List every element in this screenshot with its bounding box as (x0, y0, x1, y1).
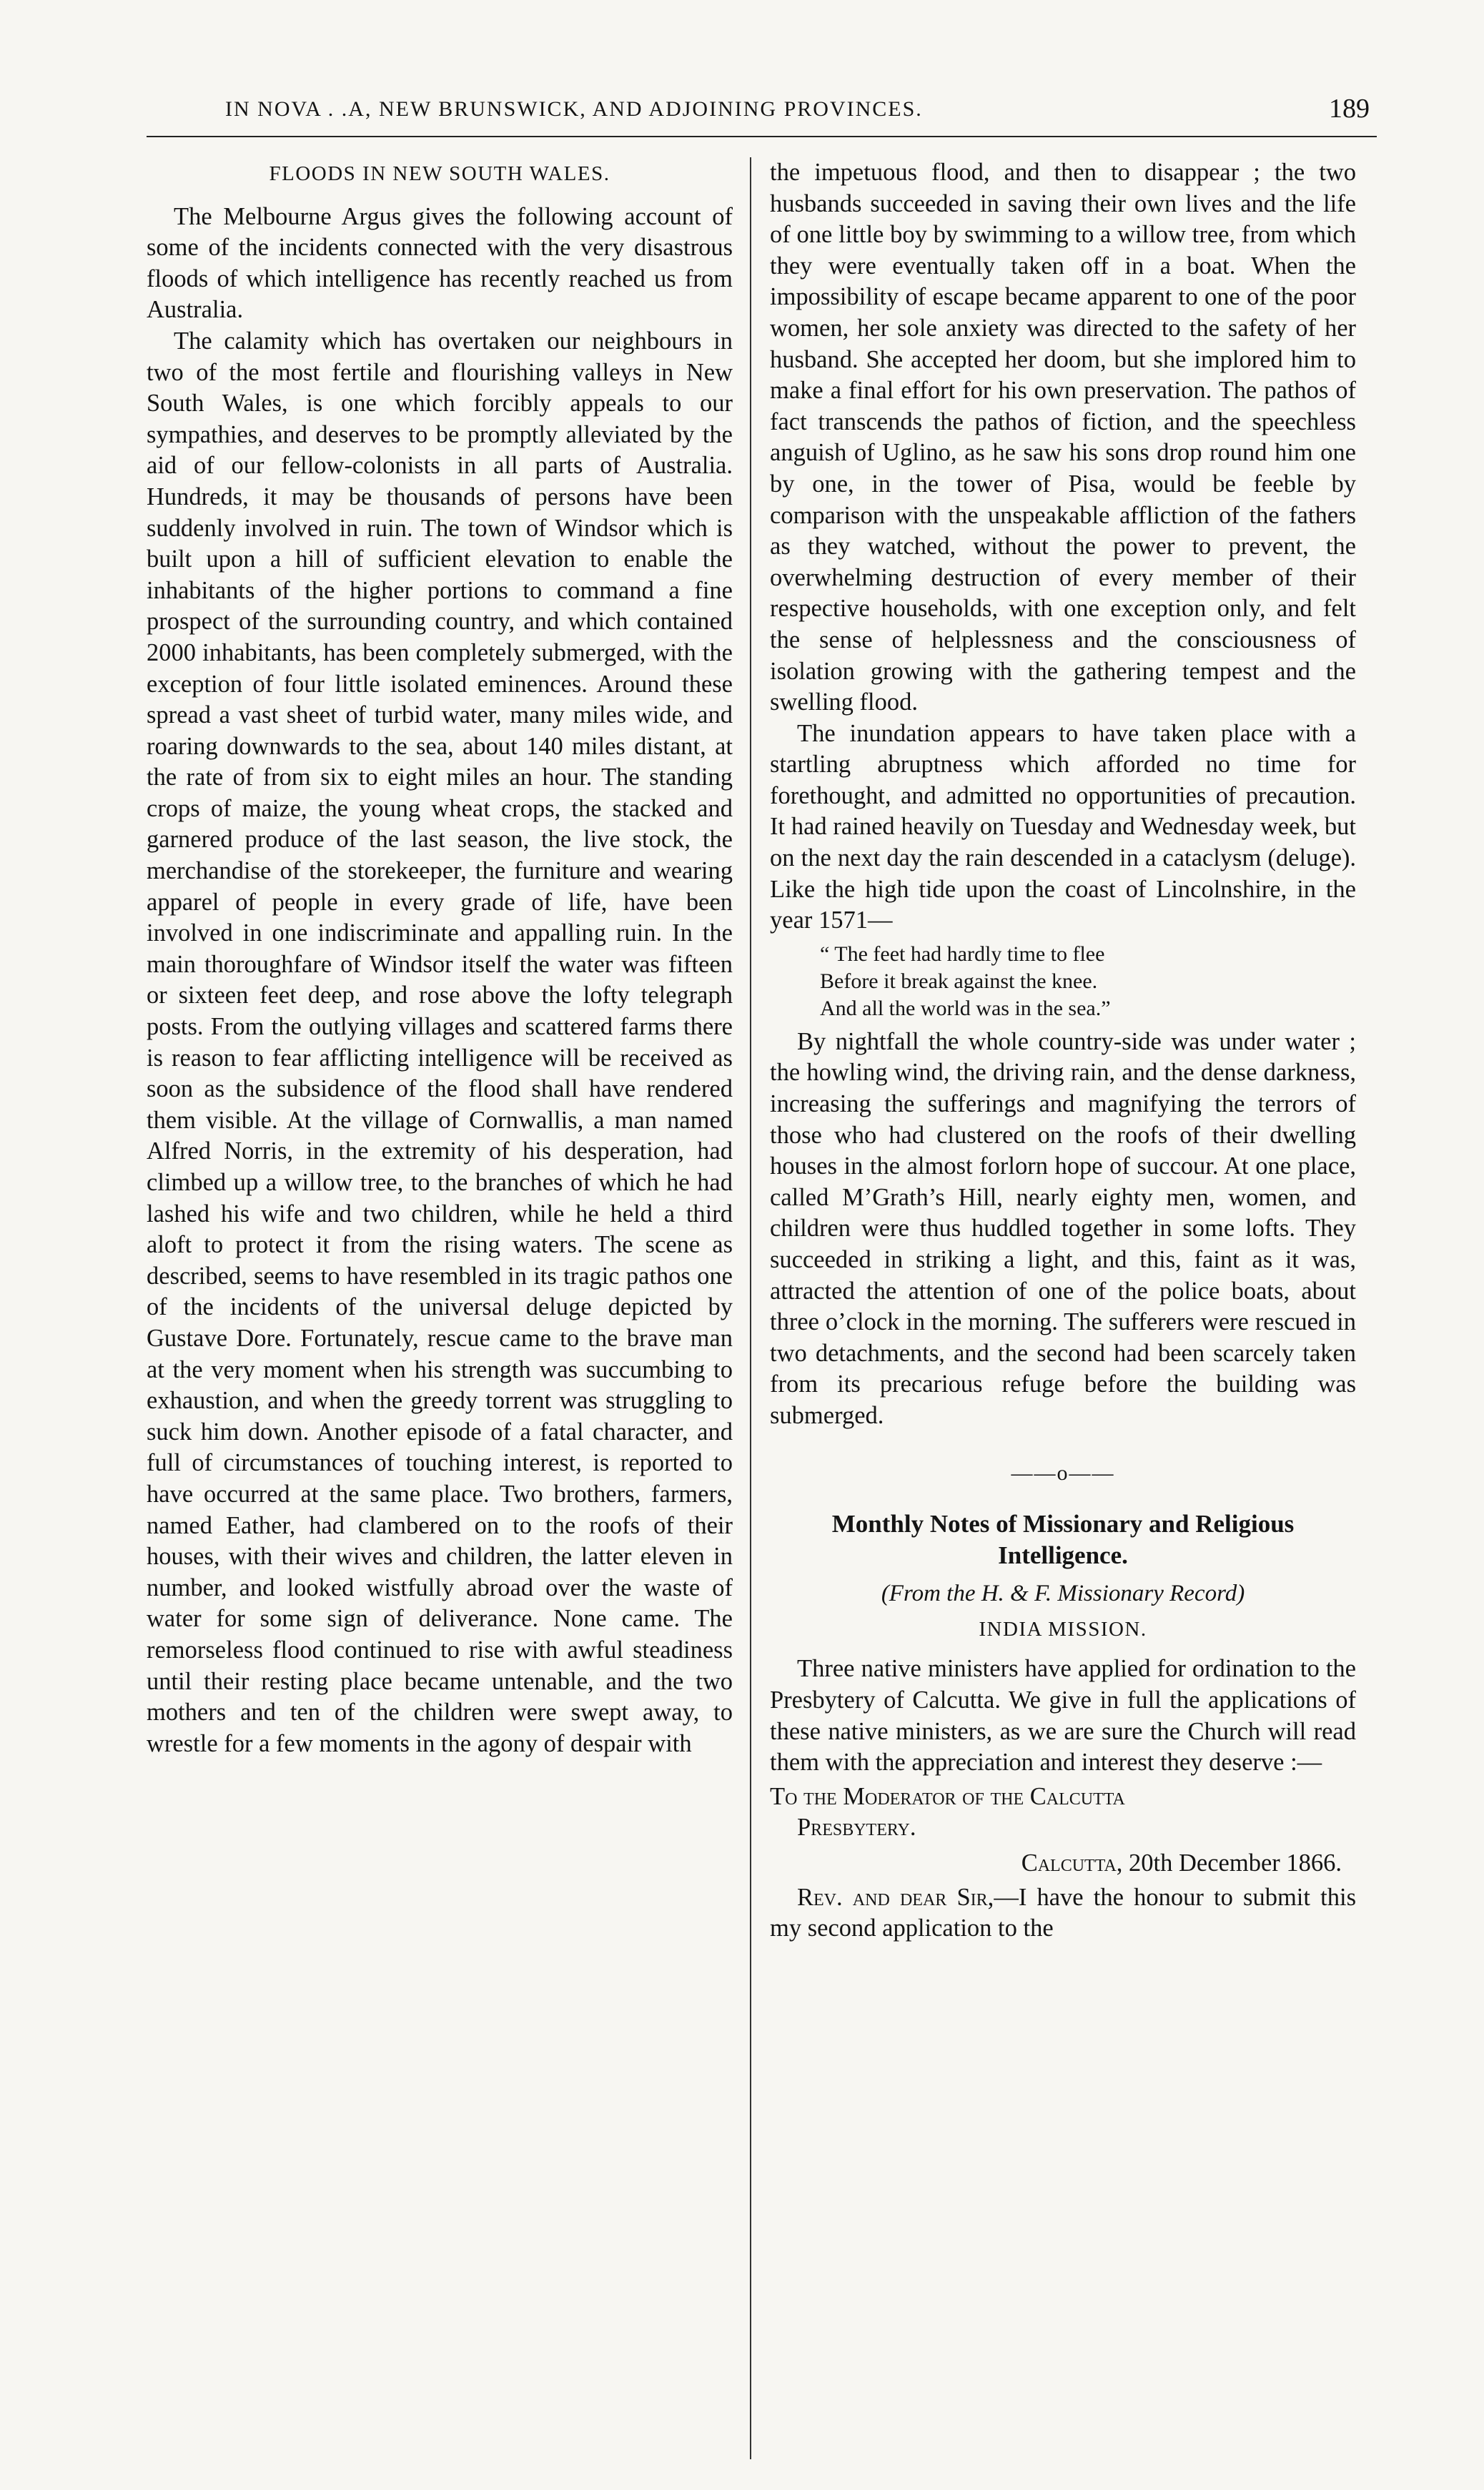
two-column-body (147, 157, 1377, 2459)
article-paragraph: the impetuous flood, and then to disappear ; the two husbands succeeded in saving their own lives and the life of one little boy by swimming to a willow tree, from which they were eventually taken off in a boat. When the impossibility of escape became apparent to one of the poor women, her sole anxiety was directed to the safety of her husband. She accepted her doom, but she implored him to make a final effort for his own preservation. The pathos of fact transcends the pathos of fiction, and the speechless anguish of Uglino, as he saw his sons drop round him one by one, in the tower of Pisa, would be feeble by comparison with the unspeakable affliction of the fathers as they watched, without the power to prevent, the overwhelming destruction of every member of their respective households, with one exception only, and felt the sense of helplessness and the consciousness of isolation growing with the gathering tempest and the swelling flood. (770, 159, 1356, 716)
address-line: Presbytery. (797, 1814, 916, 1842)
left-column (147, 157, 750, 2459)
letter-date: 20th December 1866. (1129, 1849, 1342, 1877)
verse-quotation (820, 941, 1356, 1022)
notes-section-title: Monthly Notes of Missionary and Religious Intelligence. (831, 1510, 1295, 1570)
verse-line: Before it break against the knee. (820, 969, 1098, 993)
letter-place: Calcutta, (1021, 1849, 1123, 1877)
verse-line: And all the world was in the sea.” (820, 996, 1111, 1020)
page-number: 189 (1329, 94, 1370, 124)
article-title-floods: FLOODS IN NEW SOUTH WALES. (269, 162, 610, 185)
india-mission-heading: INDIA MISSION. (979, 1617, 1147, 1641)
notes-source-line: (From the H. & F. Missionary Record) (881, 1581, 1245, 1607)
section-divider: ——o—— (1011, 1461, 1115, 1485)
salutation-head: Rev. and dear Sir, (797, 1883, 994, 1911)
salutation-text: —I have the honour to submit this my second application to the (770, 1883, 1356, 1942)
letter-salutation (770, 1882, 1356, 1945)
verse-line: “ The feet had hardly time to flee (820, 942, 1105, 966)
article-paragraph: The inundation appears to have taken place with a startling abruptness which afforded no time for forethought, and admitted no opportunities of precaution. It had rained heavily on Tuesday and Wednesday week, but on the next day the rain descended in a cataclysm (deluge). Like the high tide upon the coast of Lincolnshire, in the year 1571— (770, 719, 1356, 934)
mission-paragraph: Three native ministers have applied for ordination to the Presbytery of Calcutta. We give in full the applications of these native ministers, as we are sure the Church will read them with the appreciation and interest they deserve :— (770, 1655, 1356, 1777)
letter-place-date (770, 1848, 1356, 1879)
running-head: IN NOVA . .A, NEW BRUNSWICK, AND ADJOINING PROVINCES. (225, 97, 923, 121)
article-paragraph: The calamity which has overtaken our neighbours in two of the most fertile and flourishing valleys in New South Wales, is one which forcibly appeals to our sympathies, and deserves to be promptly alleviated by the aid of our fellow-colonists in all parts of Australia. Hundreds, it may be thousands of persons have been suddenly involved in ruin. The town of Windsor which is built upon a hill of sufficient elevation to enable the inhabitants of the higher portions to command a fine prospect of the surrounding country, and which contained 2000 inhabitants, has been completely submerged, with the exception of four little isolated eminences. Around these spread a vast sheet of turbid water, many miles wide, and roaring downwards to the sea, about 140 miles distant, at the rate of from six to eight miles an hour. The standing crops of maize, the young wheat crops, the stacked and garnered produce of the last season, the live stock, the merchandise of the storekeeper, the furniture and wearing apparel of people in every grade of life, have been involved in one indiscriminate and appalling ruin. In the main thoroughfare of Windsor itself the water was fifteen or sixteen feet deep, and rose above the lofty telegraph posts. From the outlying villages and scattered farms there is reason to fear afflicting intelligence will be received as soon as the subsidence of the flood shall have rendered them visible. At the village of Cornwallis, a man named Alfred Norris, in the extremity of his desperation, had climbed up a willow tree, to the branches of which he had lashed his wife and two children, while he held a third aloft to protect it from the rising waters. The scene as described, seems to have resembled in its tragic pathos one of the incidents of the universal deluge depicted by Gustave Dore. Fortunately, rescue came to the brave man at the very moment when his strength was succumbing to exhaustion, and when the greedy torrent was struggling to suck him down. Another episode of a fatal character, and full of circumstances of touching interest, is reported to have occurred at the same place. Two brothers, farmers, named Eather, had clambered on to the roofs of their houses, with their wives and children, the latter eleven in number, and looked wistfully abroad over the waste of water for some sign of deliverance. None came. The remorseless flood continued to rise with awful steadiness until their resting place became untenable, and the two mothers and ten of the children were swept away, to wrestle for a few moments in the agony of despair with (147, 327, 733, 1757)
right-column (751, 157, 1356, 2459)
letter-address (770, 1782, 1356, 1844)
address-line: To the Moderator of the Calcutta (770, 1782, 1125, 1810)
page-header (147, 93, 1377, 137)
article-paragraph: By nightfall the whole country-side was under water ; the howling wind, the driving rain, and the dense darkness, increasing the sufferings and magnifying the terrors of those who had clustered on the roofs of their dwelling houses in the almost forlorn hope of succour. At one place, called M’Grath’s Hill, nearly eighty men, women, and children were thus huddled together in some lofts. They succeeded in striking a light, and this, faint as it was, attracted the attention of one of the police boats, about three o’clock in the morning. The sufferers were rescued in two detachments, and the second had been scarcely taken from its precarious refuge before the building was submerged. (770, 1027, 1356, 1429)
article-paragraph: The Melbourne Argus gives the following account of some of the incidents connected with the very disastrous floods of which intelligence has recently reached us from Australia. (147, 202, 733, 324)
